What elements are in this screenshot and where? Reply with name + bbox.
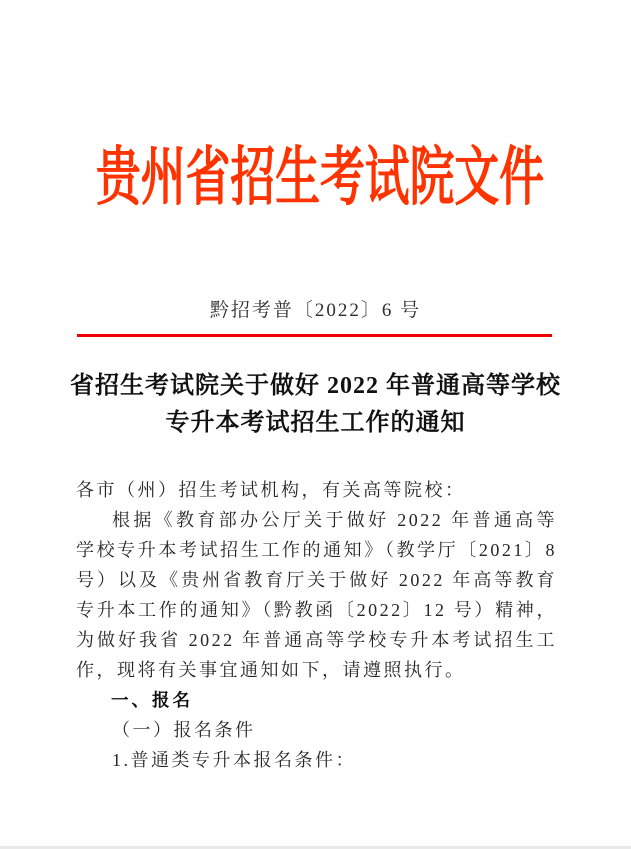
- document-number: 黔招考普〔2022〕6 号: [209, 300, 422, 321]
- subsection-heading-1-1: （一）报名条件: [112, 720, 256, 740]
- notice-title-line2: 专升本考试招生工作的通知: [165, 410, 466, 436]
- document-body: [76, 475, 557, 775]
- body-paragraph: 根据《教育部办公厅关于做好 2022 年普通高等学校专升本考试招生工作的通知》（教学厅〔2021〕8 号）以及《贵州省教育厅关于做好 2022 年高等教育专升本工作的通知》（黔教函〔2022〕12 号）精神，为做好我省 2022 年普通高等学校专升本考试招生工作，现将有关事宜通知如下，请遵照执行。: [76, 510, 557, 680]
- notice-title-line1: 省招生考试院关于做好 2022 年普通高等学校: [70, 373, 561, 399]
- red-divider-line: [77, 334, 552, 337]
- notice-title: [0, 368, 631, 442]
- masthead: [0, 142, 631, 213]
- salutation-line: 各市（州）招生考试机构，有关高等院校：: [76, 480, 466, 500]
- list-item-1: 1.普通类专升本报名条件：: [112, 750, 356, 770]
- section-heading-1: 一、报名: [111, 690, 193, 710]
- masthead-title: 贵州省招生考试院文件: [96, 142, 544, 213]
